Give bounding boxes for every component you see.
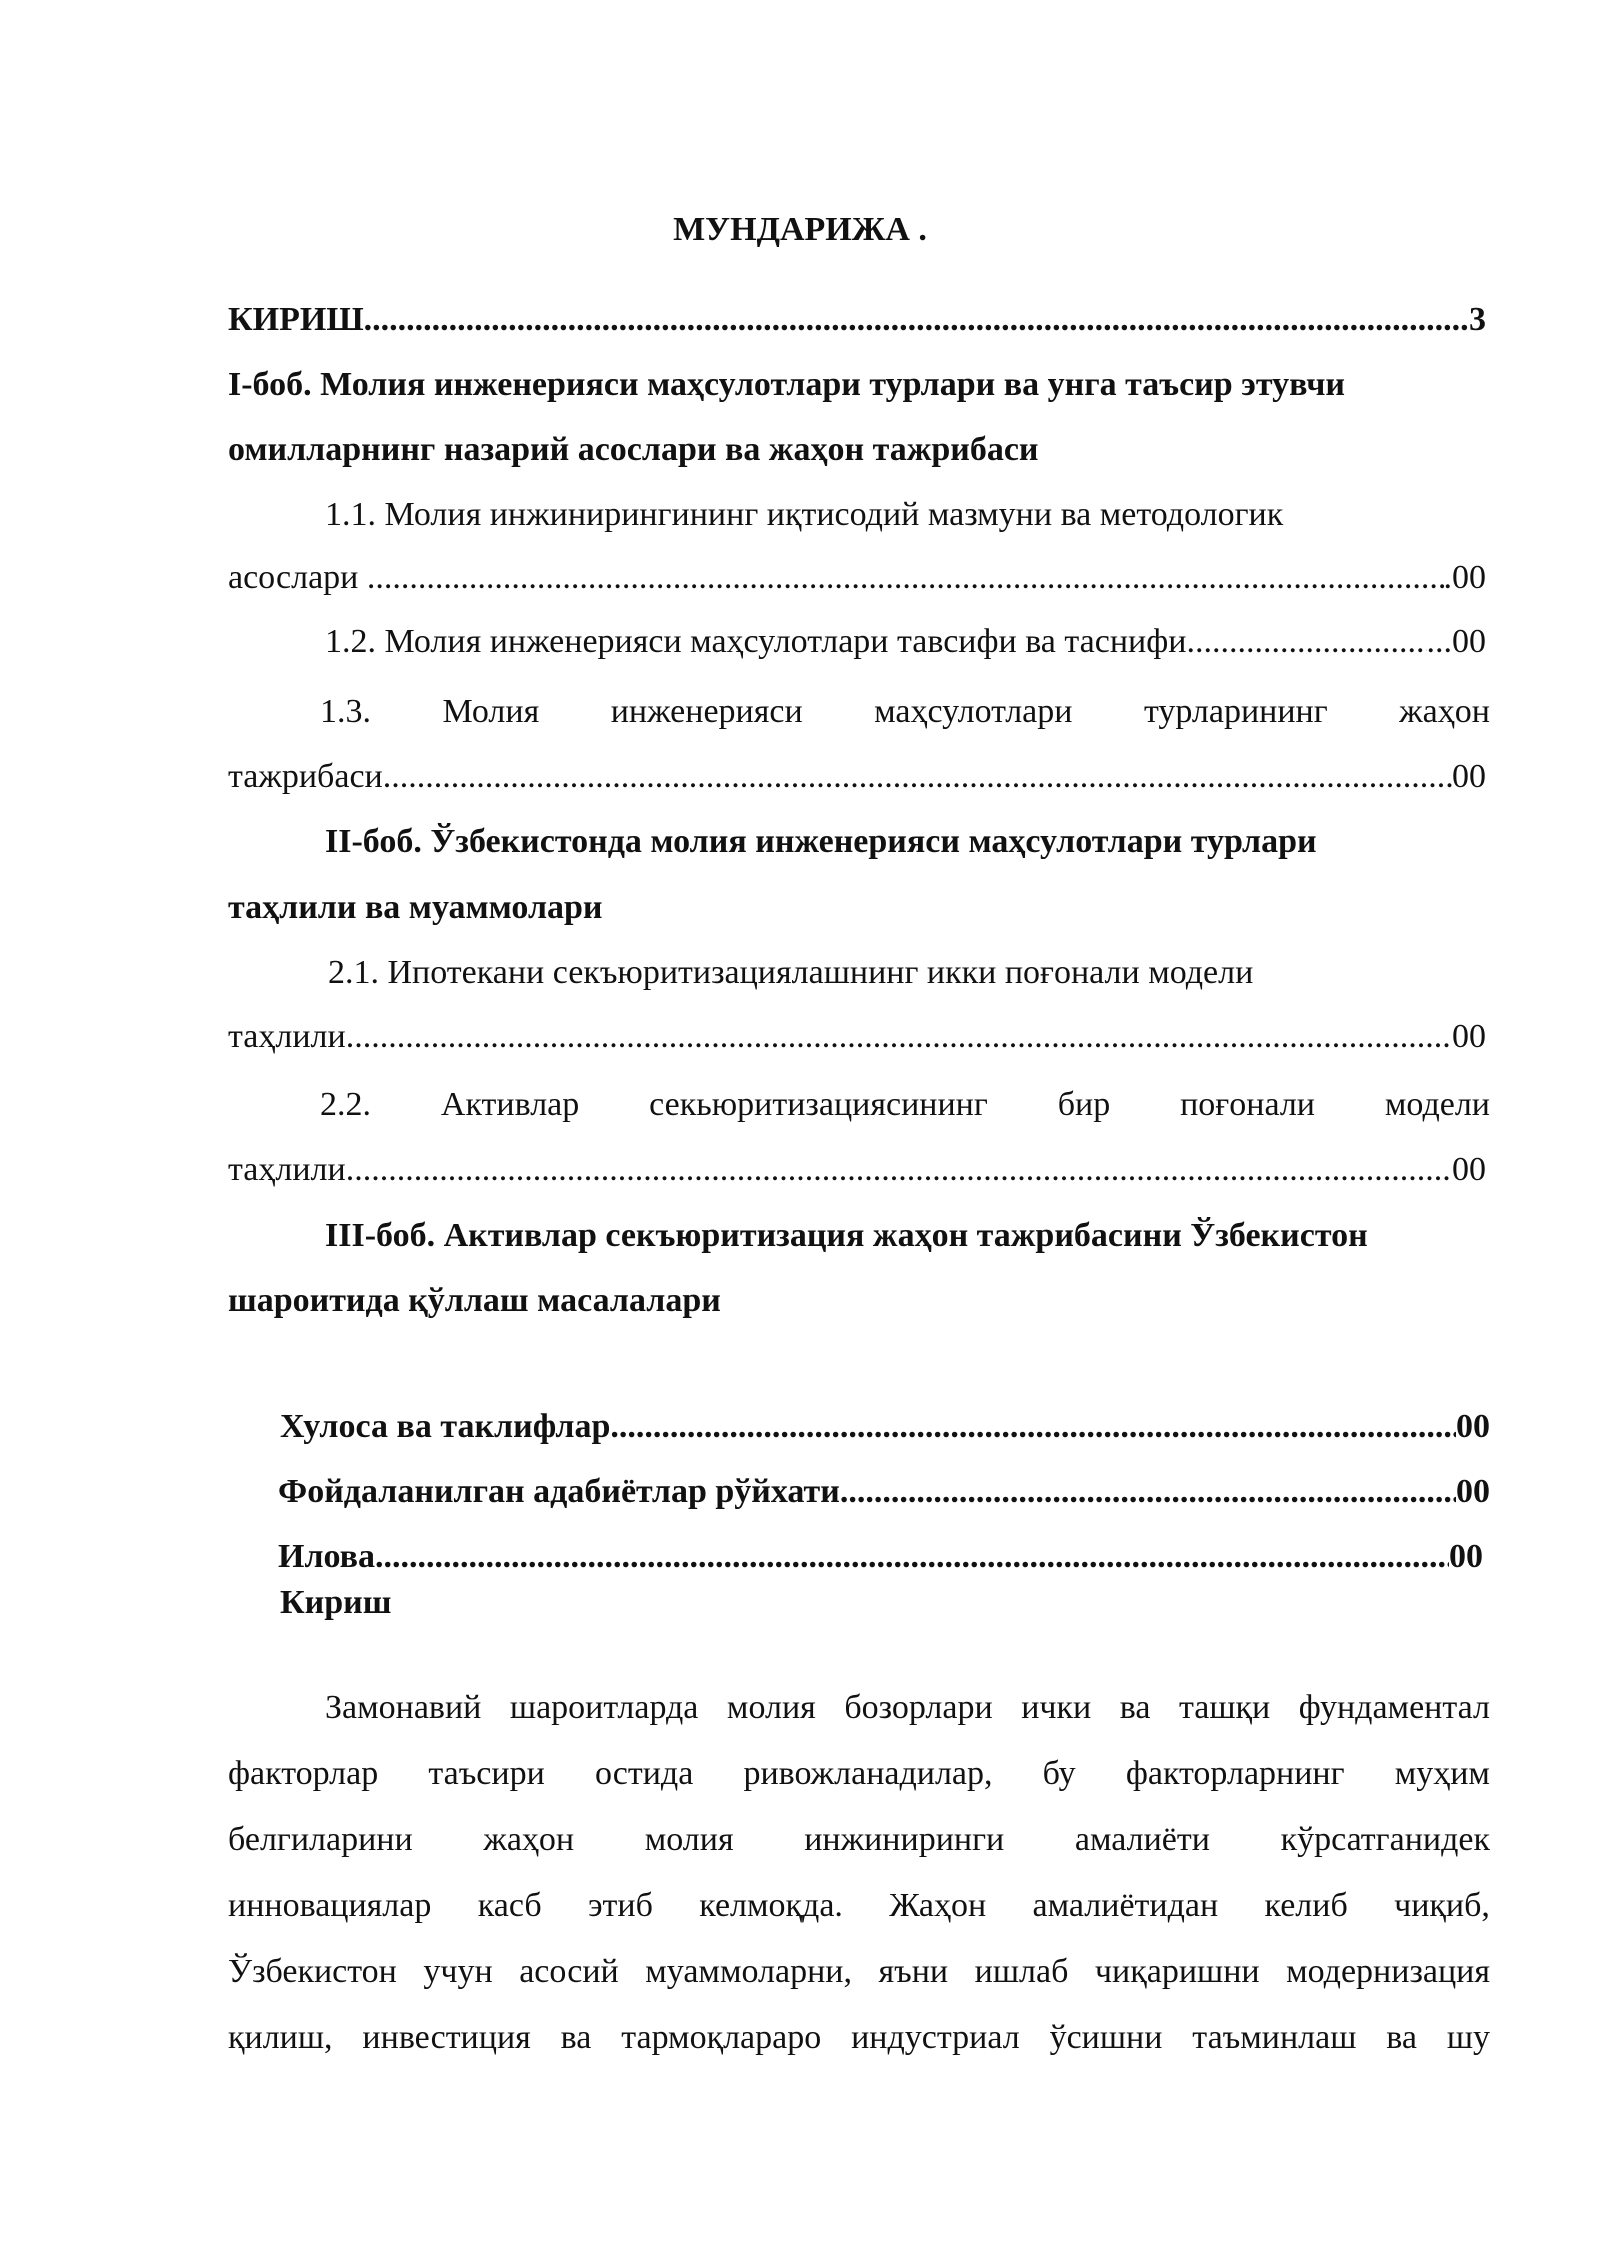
word: индустриал	[851, 2019, 1020, 2056]
word: муҳим	[1394, 1755, 1490, 1792]
toc-section-1-1-line1: 1.1. Молия инжинирингининг иқтисодий мазмуни ва методологик	[325, 496, 1284, 533]
intro-heading: Кириш	[280, 1584, 392, 1621]
word: келиб	[1264, 1887, 1348, 1924]
toc-page-number: 3	[1469, 301, 1486, 338]
toc-chapter-2-line2: таҳлили ва муаммолари	[228, 889, 603, 926]
toc-page-number: .00	[1443, 559, 1486, 596]
word: турларининг	[1143, 693, 1328, 730]
intro-line-4	[228, 1884, 1490, 1928]
word: модернизация	[1286, 1953, 1490, 1990]
toc-entry-conclusion	[280, 1405, 1490, 1449]
word: маҳсулотлари	[874, 693, 1073, 730]
toc-chapter-1-line1: I-боб. Молия инженерияси маҳсулотлари турлари ва унга таъсир этувчи	[228, 366, 1345, 403]
word: фундаментал	[1298, 1689, 1490, 1726]
word: Ўзбекистон	[228, 1953, 397, 1990]
word: чиқаришни	[1094, 1953, 1260, 1990]
word: 2.2.	[320, 1086, 371, 1123]
toc-page-number: 00	[1456, 1408, 1490, 1445]
word: ишлаб	[974, 1953, 1069, 1990]
word: Жаҳон	[889, 1887, 987, 1924]
word: ва	[1386, 2019, 1417, 2056]
toc-section-1-3-line1	[320, 690, 1490, 734]
word: шароитларда	[509, 1689, 699, 1726]
word: факторларнинг	[1125, 1755, 1345, 1792]
toc-section-1-3-line2	[228, 755, 1486, 799]
toc-entry-appendix	[278, 1535, 1483, 1579]
toc-page-number: 00	[1452, 1151, 1486, 1188]
word: кўрсатганидек	[1280, 1821, 1490, 1858]
toc-leader-dots	[346, 1148, 1452, 1192]
toc-page-number: 00	[1449, 1538, 1483, 1575]
word: инновациялар	[228, 1887, 432, 1924]
word: муаммоларни,	[645, 1953, 852, 1990]
word: касб	[477, 1887, 542, 1924]
word: инжиниринги	[804, 1821, 1005, 1858]
toc-leader-dots	[375, 1535, 1449, 1579]
word: молия	[644, 1821, 734, 1858]
toc-section-1-1-line2	[228, 556, 1486, 600]
word: қилиш,	[228, 2019, 333, 2056]
toc-page-number: 00	[1452, 1018, 1486, 1055]
toc-leader-dots	[346, 1015, 1452, 1059]
toc-chapter-3-line1: III-боб. Активлар секъюритизация жаҳон тажрибасини Ўзбекистон	[325, 1217, 1368, 1254]
word: ва	[1119, 1689, 1151, 1726]
word: этиб	[587, 1887, 653, 1924]
toc-entry-label: асослари ....	[228, 559, 401, 596]
toc-chapter-3-line2: шароитида қўллаш масалалари	[228, 1282, 721, 1319]
word: яъни	[878, 1953, 949, 1990]
word: асосий	[519, 1953, 619, 1990]
intro-line-3	[228, 1818, 1490, 1862]
word: Молия	[442, 693, 540, 730]
word: бу	[1042, 1755, 1076, 1792]
intro-line-5	[228, 1950, 1490, 1994]
toc-entry-label: КИРИШ	[228, 301, 364, 338]
toc-section-2-1-line1: 2.1. Ипотекани секъюритизациялашнинг икки поғонали модели	[328, 954, 1254, 991]
word: чиқиб,	[1394, 1887, 1490, 1924]
toc-chapter-1-line2: омилларнинг назарий асослари ва жаҳон тажрибаси	[228, 431, 1039, 468]
word: остида	[594, 1755, 694, 1792]
toc-title: МУНДАРИЖА .	[673, 211, 927, 248]
word: 1.3.	[320, 693, 371, 730]
toc-entry-label: таҳлили	[228, 1018, 346, 1055]
toc-section-2-2-line2	[228, 1148, 1486, 1192]
word: келмоқда.	[699, 1887, 843, 1924]
word: жаҳон	[1399, 693, 1490, 730]
word: Замонавий	[325, 1689, 482, 1726]
intro-line-2	[228, 1752, 1490, 1796]
word: таъминлаш	[1192, 2019, 1357, 2056]
word: модели	[1384, 1086, 1490, 1123]
word: секьюритизациясининг	[649, 1086, 988, 1123]
toc-entry-label: 1.2. Молия инженерияси маҳсулотлари тавсифи ва таснифи	[325, 623, 1187, 660]
word: таъсири	[428, 1755, 545, 1792]
word: ўсишни	[1049, 2019, 1163, 2056]
word: Активлар	[440, 1086, 580, 1123]
intro-line-6	[228, 2016, 1490, 2060]
toc-entry-label: тажрибаси	[228, 758, 383, 795]
toc-section-1-2	[325, 620, 1486, 664]
word: белгиларини	[228, 1821, 413, 1858]
toc-chapter-2-line1: II-боб. Ўзбекистонда молия инженерияси маҳсулотлари турлари	[325, 823, 1317, 860]
toc-leader-dots	[364, 298, 1469, 342]
word: жаҳон	[483, 1821, 575, 1858]
toc-leader-dots	[1186, 620, 1426, 664]
toc-section-2-2-line1	[320, 1083, 1490, 1127]
toc-entry-references	[278, 1470, 1490, 1514]
word: амалиётидан	[1032, 1887, 1219, 1924]
toc-section-2-1-line2	[228, 1015, 1486, 1059]
word: бозорлари	[844, 1689, 993, 1726]
word: факторлар	[228, 1755, 379, 1792]
word: ички	[1021, 1689, 1092, 1726]
toc-leader-dots	[401, 556, 1444, 600]
word: ташқи	[1178, 1689, 1271, 1726]
word: амалиёти	[1074, 1821, 1210, 1858]
toc-leader-dots	[383, 755, 1452, 799]
word: бир	[1057, 1086, 1111, 1123]
word: молия	[726, 1689, 816, 1726]
toc-page-number: 00	[1456, 1473, 1490, 1510]
toc-entry-label: таҳлили	[228, 1151, 346, 1188]
toc-leader-dots	[610, 1405, 1456, 1449]
toc-entry-intro	[228, 298, 1486, 342]
word: инвестиция	[362, 2019, 531, 2056]
toc-entry-label: Илова	[278, 1538, 376, 1575]
word: тармоқлараро	[621, 2019, 822, 2056]
word: учун	[423, 1953, 493, 1990]
intro-line-1	[325, 1686, 1490, 1730]
toc-page-number: 00	[1452, 758, 1486, 795]
word: ва	[560, 2019, 592, 2056]
toc-entry-label: Хулоса ва таклифлар	[280, 1408, 611, 1445]
toc-leader-dots	[840, 1470, 1456, 1514]
word: инженерияси	[610, 693, 803, 730]
toc-entry-label: Фойдаланилган адабиётлар рўйхати	[278, 1473, 840, 1510]
word: поғонали	[1180, 1086, 1315, 1123]
word: шу	[1446, 2019, 1490, 2056]
toc-page-number: ...00	[1426, 623, 1486, 660]
word: ривожланадилар,	[743, 1755, 993, 1792]
